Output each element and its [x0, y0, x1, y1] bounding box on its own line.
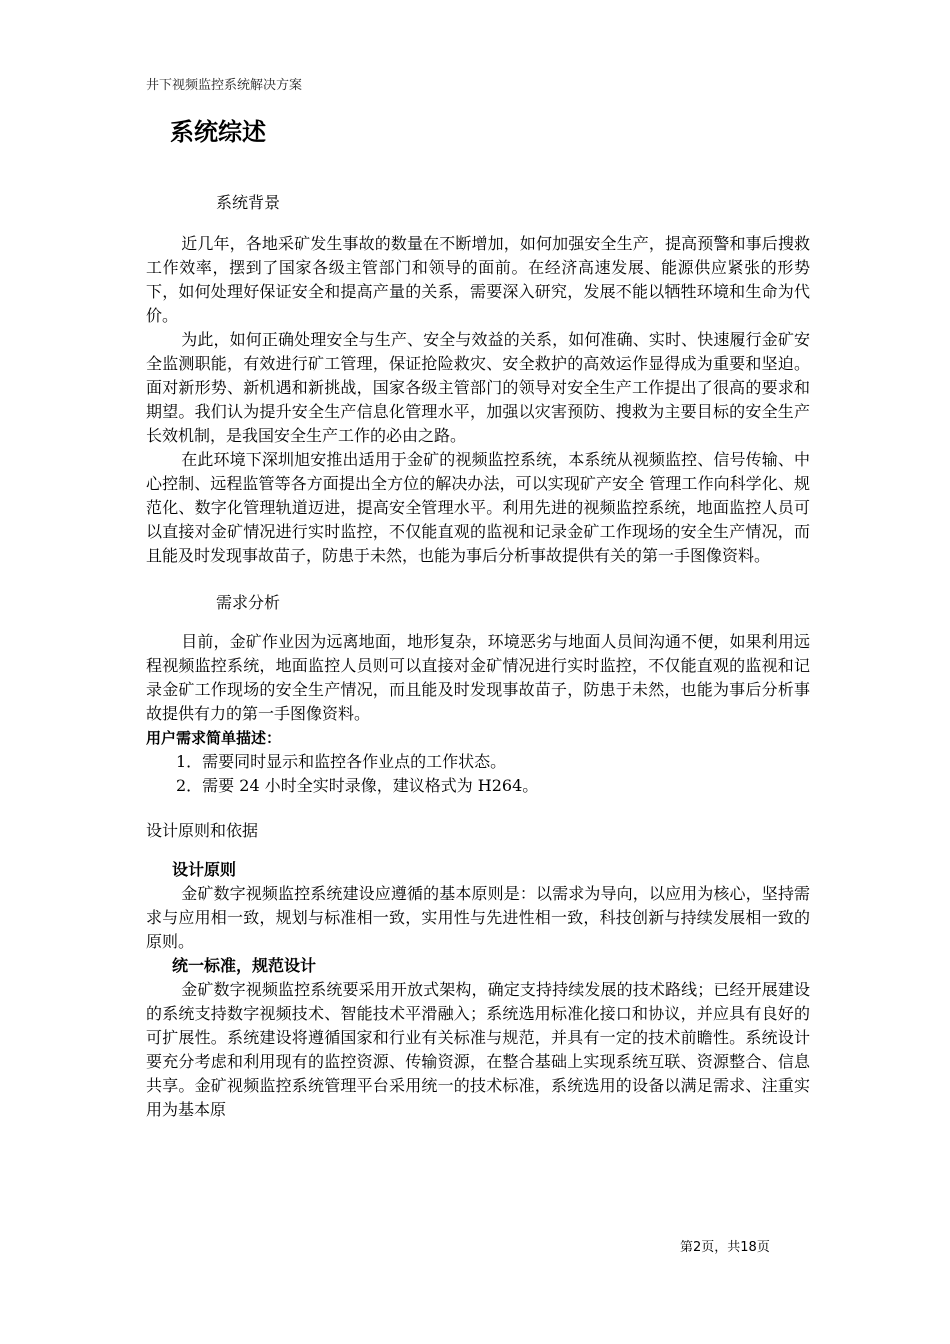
paragraph: 在此环境下深圳旭安推出适用于金矿的视频监控系统，本系统从视频监控、信号传输、中心控制、远程监管等各方面提出全方位的解决办法，可以实现矿产安全 管理工作向科学化、规范化、数字化管理轨道迈进，提高安全管理水平。利用先进的视频监控系统，地面监控人员可以直接对金矿情况进行实时监控，不仅能直观的监视和记录金矿工作现场的安全生产情况，而且能及时发现事故苗子，防患于未然，也能为事后分析事故提供有关的第一手图像资料。 — [146, 450, 810, 565]
heading-requirements: 需求分析 — [216, 593, 281, 612]
subheading-design-principles: 设计原则 — [172, 860, 237, 879]
paragraph: 近几年，各地采矿发生事故的数量在不断增加，如何加强安全生产，提高预警和事后搜救工作效率，摆到了国家各级主管部门和领导的面前。在经济高速发展、能源供应紧张的形势下，如何处理好保证安全和提高产量的关系，需要深入研究，发展不能以牺牲环境和生命为代价。 — [146, 234, 810, 325]
heading-background: 系统背景 — [216, 193, 281, 212]
paragraph: 金矿数字视频监控系统建设应遵循的基本原则是：以需求为导向，以应用为核心，坚持需求与应用相一致，规划与标准相一致，实用性与先进性相一致，科技创新与持续发展相一致的原则。 — [146, 884, 810, 951]
paragraph: 目前，金矿作业因为远离地面，地形复杂，环境恶劣与地面人员间沟通不便，如果利用远程视频监控系统，地面监控人员则可以直接对金矿情况进行实时监控，不仅能直观的监视和记录金矿工作现场的安全生产情况，而且能及时发现事故苗子，防患于未然，也能为事后分析事故提供有力的第一手图像资料。 — [146, 632, 810, 723]
document-body — [146, 104, 810, 1122]
list-item: 2．需要 24 小时全实时录像，建议格式为 H264。 — [176, 776, 539, 795]
paragraph: 为此，如何正确处理安全与生产、安全与效益的关系，如何准确、实时、快速履行金矿安全监测职能，有效进行矿工管理，保证抢险救灾、安全救护的高效运作显得成为重要和坚迫。面对新形势、新机遇和新挑战，国家各级主管部门的领导对安全生产工作提出了很高的要求和期望。我们认为提升安全生产信息化管理水平，加强以灾害预防、搜救为主要目标的安全生产长效机制，是我国安全生产工作的必由之路。 — [146, 330, 810, 445]
heading-design: 设计原则和依据 — [146, 821, 259, 840]
page-number: 第2页，共18页 — [680, 1240, 770, 1255]
requirements-label: 用户需求简单描述： — [146, 729, 282, 747]
section-title: 系统综述 — [170, 118, 266, 146]
running-header: 井下视频监控系统解决方案 — [146, 78, 303, 93]
list-item: 1．需要同时显示和监控各作业点的工作状态。 — [176, 752, 507, 771]
subheading-unified-standard: 统一标准，规范设计 — [172, 956, 317, 975]
paragraph: 金矿数字视频监控系统要采用开放式架构，确定支持持续发展的技术路线；已经开展建设的系统支持数字视频技术、智能技术平滑融入；系统选用标准化接口和协议，并应具有良好的可扩展性。系统建设将遵循国家和行业有关标准与规范，并具有一定的技术前瞻性。系统设计要充分考虑和利用现有的监控资源、传输资源，在整合基础上实现系统互联、资源整合、信息共享。金矿视频监控系统管理平台采用统一的技术标准，系统选用的设备以满足需求、注重实用为基本原 — [146, 980, 810, 1119]
